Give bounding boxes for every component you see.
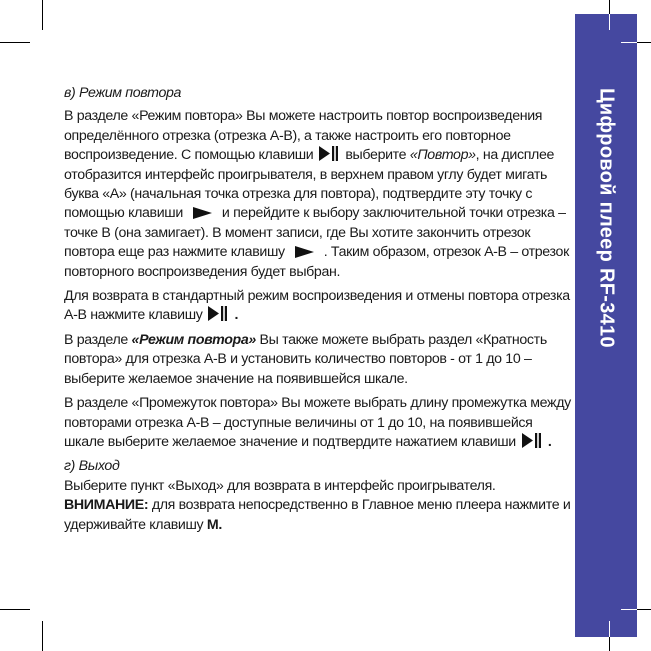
crop-mark-tl-h <box>0 42 30 43</box>
text: . <box>234 307 239 324</box>
text-italic: «Повтор» <box>409 147 476 164</box>
sidebar-title: Цифровой плеер RF-3410 <box>595 88 618 348</box>
play-pause-icon <box>522 433 542 448</box>
text: , на дисплее отобразится интерфейс проигрывателя, в верхнем правом углу будет мигать буква «А» (начальная точка отрезка для повтора), подтвердите эту точку с помощью клавиши <box>64 147 555 222</box>
section-v-paragraph-3 <box>64 331 574 389</box>
crop-mark-tr-v-outer <box>609 0 610 14</box>
text: В разделе <box>64 331 132 348</box>
play-icon <box>295 246 314 258</box>
crop-mark-br-v-outer <box>609 637 610 651</box>
play-icon <box>193 207 212 219</box>
section-v-paragraph-2 <box>64 287 574 326</box>
text: Выберите пункт «Выход» для возврата в интерфейс проигрывателя. <box>64 477 496 494</box>
warning-label: ВНИМАНИЕ: <box>64 497 149 514</box>
section-g-paragraph <box>64 477 574 535</box>
section-v-paragraph-4 <box>64 394 574 452</box>
crop-mark-tl-v <box>42 0 43 30</box>
text: и перейдите к выбору заключительной точки отрезка – точке В (она замигает). В момент записи, где Вы хотите закончить отрезок повтора еще раз нажмите клавишу <box>64 205 566 261</box>
text: В разделе «Режим повтора» Вы можете настроить повтор воспроизведения определённого отрезка (отрезка А-В), а также настроить его повторное воспроизведение. С помощью клавиши <box>64 108 543 164</box>
text: Для возврата в стандартный режим воспроизведения и отмены повтора отрезка А-В нажмите клавишу <box>64 288 570 324</box>
text: для возврата непосредственно в Главное меню плеера нажмите и удерживайте клавишу <box>64 497 571 533</box>
crop-mark-tr-h-outer <box>637 42 651 43</box>
text: В разделе «Промежуток повтора» Вы можете выбрать длину промежутка между повторами отрезка А-В – доступные величины от 1 до 10, на появившейся шкале выберите желаемое значение и подтвердите нажатием клавиши <box>64 395 571 450</box>
text: . <box>547 433 552 450</box>
crop-mark-bl-v <box>42 621 43 651</box>
manual-content <box>64 84 574 535</box>
text: . Таким образом, отрезок А-В – отрезок повторного воспроизведения будет выбран. <box>64 244 569 280</box>
section-v-paragraph-1 <box>64 107 574 282</box>
crop-mark-br-h-outer <box>637 609 651 610</box>
key-m-label: М. <box>206 516 222 533</box>
section-g-heading: г) Выход <box>64 458 120 475</box>
play-pause-icon <box>319 146 339 161</box>
text: Вы также можете выбрать раздел «Кратность повтора» для отрезка А-В и установить количество повторов - от 1 до 10 – выберите желаемое значение на появившейся шкале. <box>64 331 547 387</box>
section-v-heading: в) Режим повтора <box>64 85 182 101</box>
text-bold-italic: «Режим повтора» <box>131 331 256 348</box>
text: выберите <box>345 147 407 164</box>
crop-mark-bl-h <box>0 609 30 610</box>
play-pause-icon <box>208 306 228 321</box>
